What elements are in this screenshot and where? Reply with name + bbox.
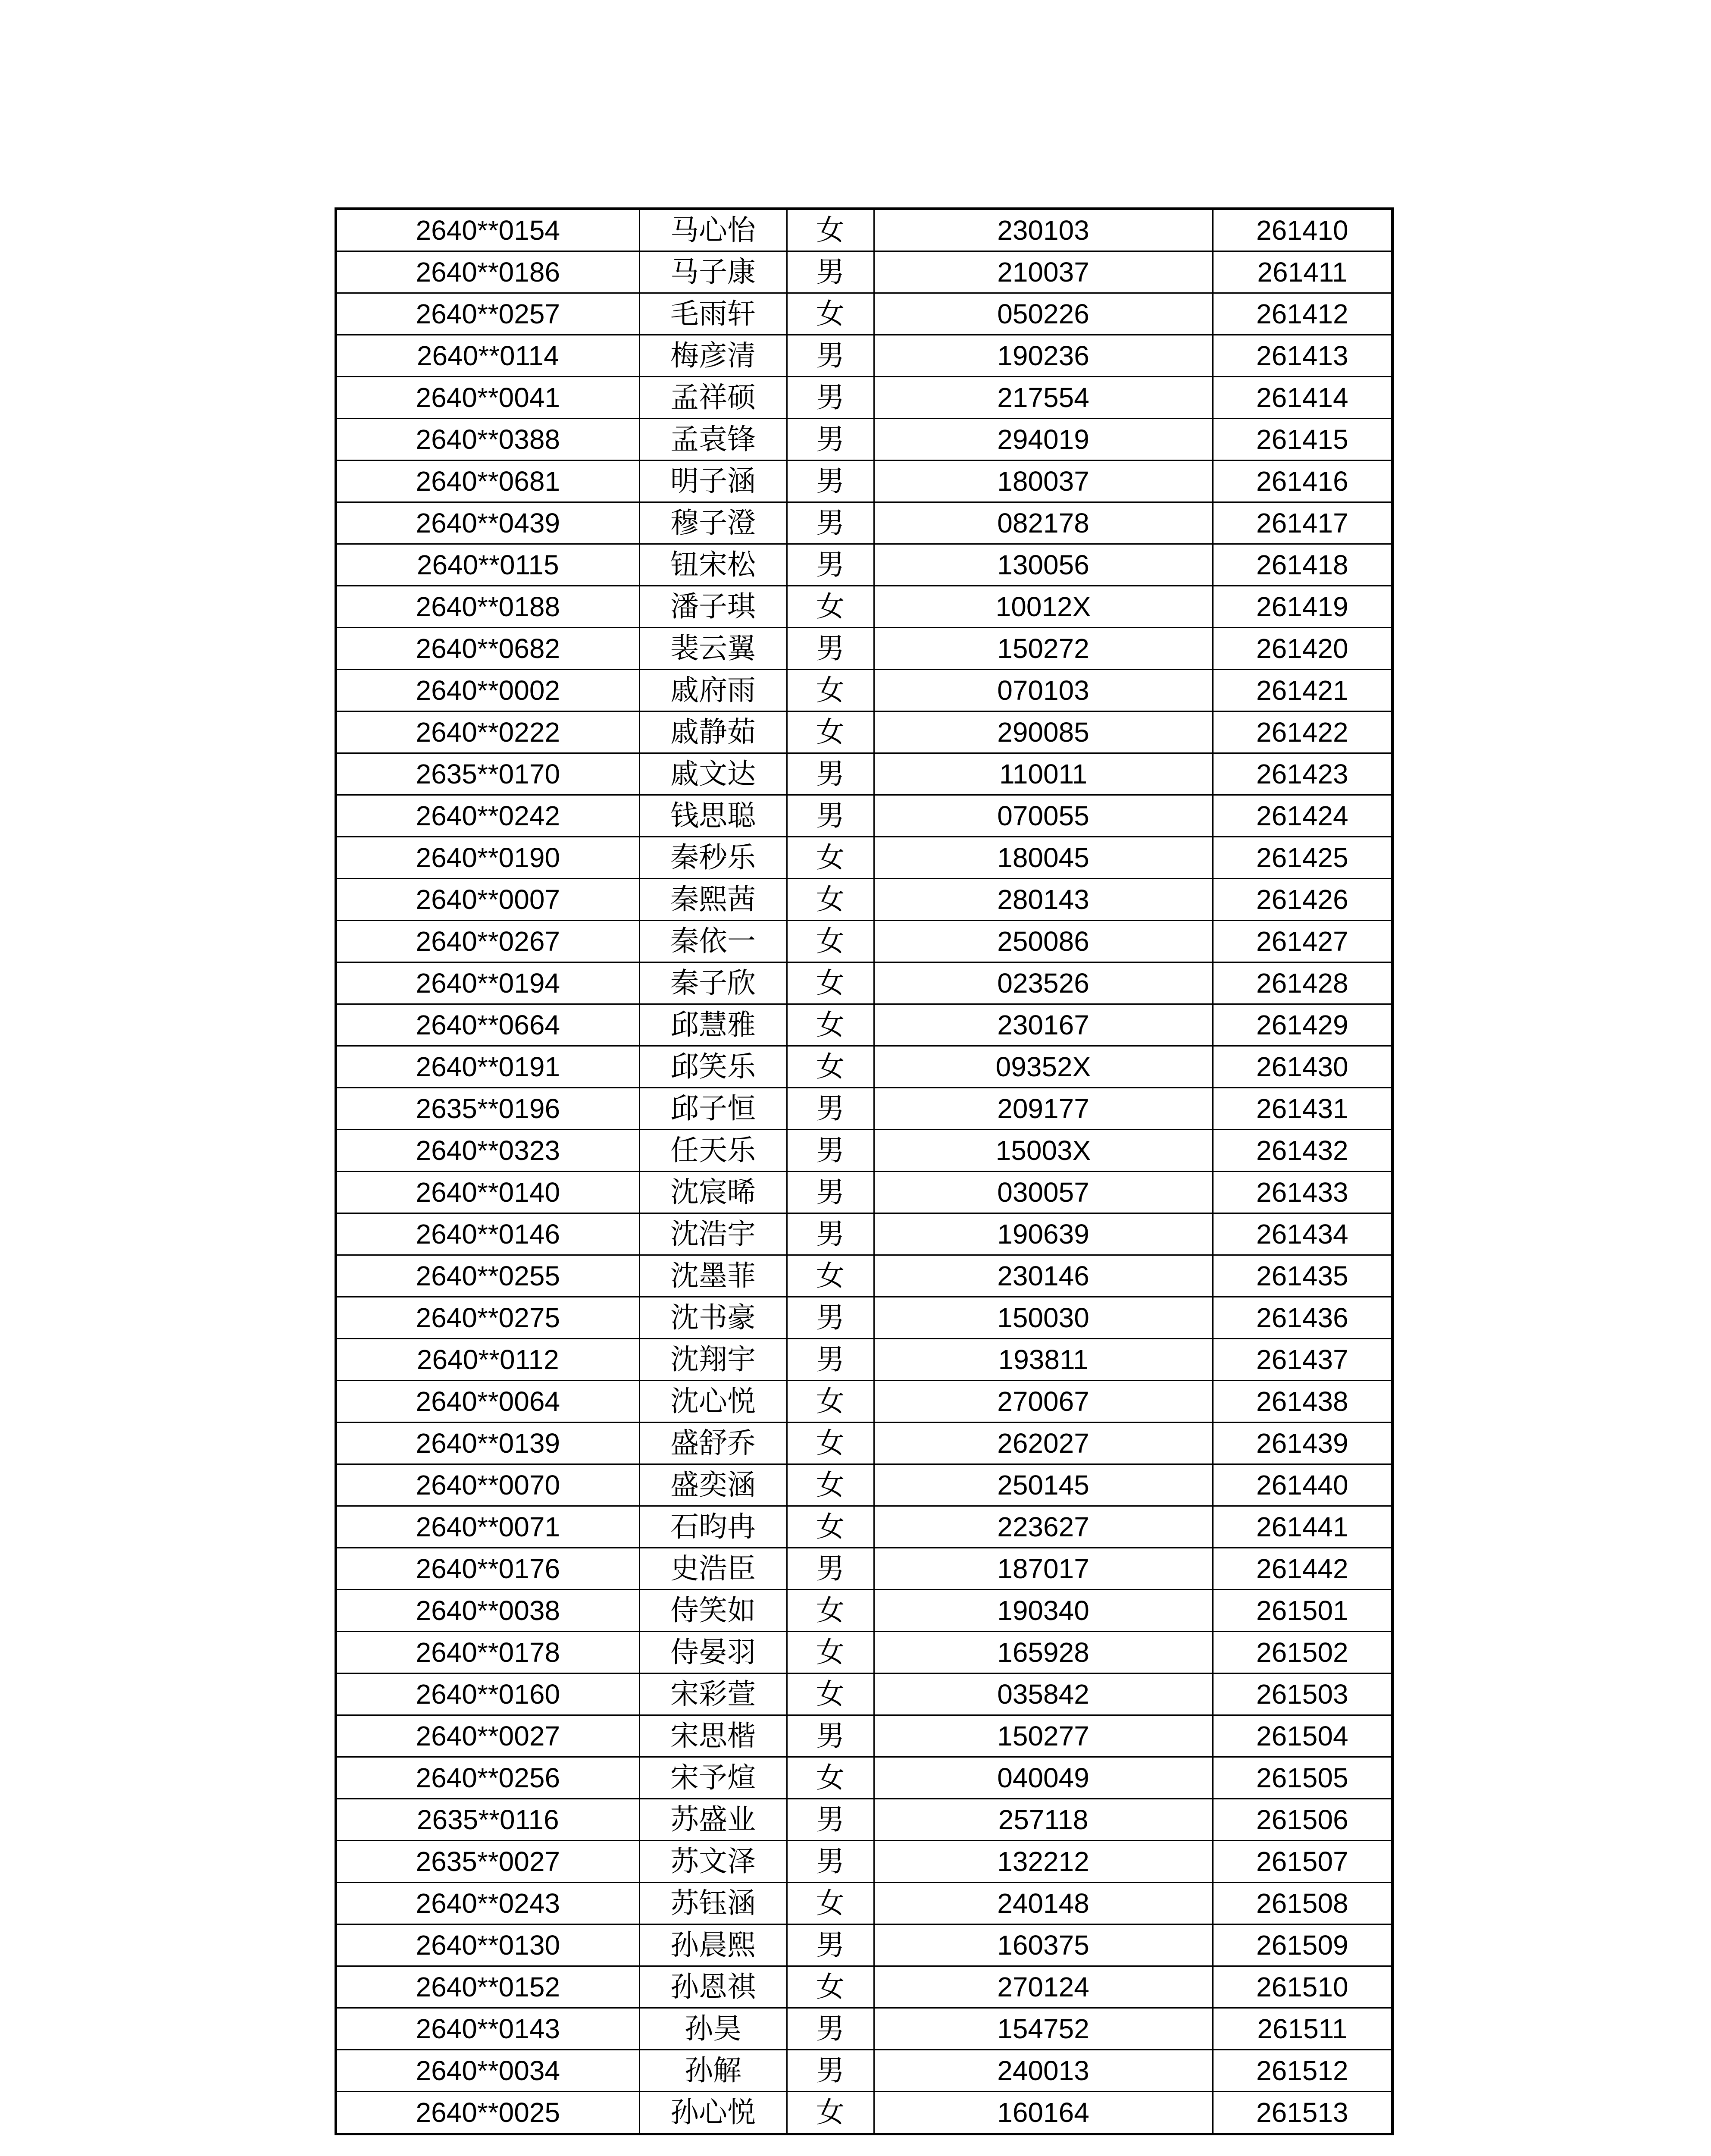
id-suffix-cell: 250145 <box>874 1464 1213 1506</box>
exam-id-cell: 2640**0243 <box>336 1883 639 1924</box>
table-row <box>336 1632 1392 1673</box>
exam-id-cell: 2640**0071 <box>336 1506 639 1548</box>
table-row <box>336 1673 1392 1715</box>
id-suffix-cell: 193811 <box>874 1339 1213 1381</box>
student-name-cell: 孙解 <box>639 2050 787 2092</box>
seat-number-cell: 261434 <box>1213 1213 1392 1255</box>
seat-number-cell: 261426 <box>1213 879 1392 921</box>
table-row <box>336 628 1392 670</box>
table-row <box>336 1506 1392 1548</box>
exam-id-cell: 2640**0194 <box>336 962 639 1004</box>
gender-cell: 女 <box>787 1966 874 2008</box>
gender-cell: 男 <box>787 1172 874 1213</box>
seat-number-cell: 261437 <box>1213 1339 1392 1381</box>
exam-id-cell: 2640**0152 <box>336 1966 639 2008</box>
exam-id-cell: 2640**0190 <box>336 837 639 879</box>
gender-cell: 女 <box>787 1757 874 1799</box>
gender-cell: 男 <box>787 335 874 377</box>
gender-cell: 男 <box>787 1799 874 1841</box>
student-name-cell: 梅彦清 <box>639 335 787 377</box>
student-name-cell: 戚静茹 <box>639 711 787 753</box>
gender-cell: 女 <box>787 586 874 628</box>
gender-cell: 女 <box>787 1590 874 1632</box>
gender-cell: 女 <box>787 837 874 879</box>
exam-id-cell: 2640**0160 <box>336 1673 639 1715</box>
table-row <box>336 335 1392 377</box>
student-name-cell: 马子康 <box>639 251 787 293</box>
id-suffix-cell: 050226 <box>874 293 1213 335</box>
seat-number-cell: 261511 <box>1213 2008 1392 2050</box>
gender-cell: 女 <box>787 962 874 1004</box>
table-row <box>336 1088 1392 1130</box>
table-row <box>336 1883 1392 1924</box>
exam-id-cell: 2635**0116 <box>336 1799 639 1841</box>
student-name-cell: 邱慧雅 <box>639 1004 787 1046</box>
seat-number-cell: 261429 <box>1213 1004 1392 1046</box>
gender-cell: 女 <box>787 1883 874 1924</box>
exam-id-cell: 2640**0255 <box>336 1255 639 1297</box>
exam-id-cell: 2640**0038 <box>336 1590 639 1632</box>
seat-number-cell: 261439 <box>1213 1423 1392 1464</box>
student-name-cell: 盛奕涵 <box>639 1464 787 1506</box>
table-row <box>336 251 1392 293</box>
exam-id-cell: 2640**0140 <box>336 1172 639 1213</box>
student-name-cell: 苏盛业 <box>639 1799 787 1841</box>
id-suffix-cell: 190340 <box>874 1590 1213 1632</box>
table-row <box>336 1339 1392 1381</box>
exam-id-cell: 2640**0112 <box>336 1339 639 1381</box>
id-suffix-cell: 110011 <box>874 753 1213 795</box>
seat-number-cell: 261435 <box>1213 1255 1392 1297</box>
student-name-cell: 孟袁锋 <box>639 419 787 461</box>
table-row <box>336 1799 1392 1841</box>
exam-id-cell: 2640**0143 <box>336 2008 639 2050</box>
student-name-cell: 宋彩萱 <box>639 1673 787 1715</box>
exam-id-cell: 2640**0191 <box>336 1046 639 1088</box>
exam-id-cell: 2640**0242 <box>336 795 639 837</box>
table-row <box>336 419 1392 461</box>
table-row <box>336 1924 1392 1966</box>
exam-id-cell: 2640**0034 <box>336 2050 639 2092</box>
id-suffix-cell: 070055 <box>874 795 1213 837</box>
seat-number-cell: 261501 <box>1213 1590 1392 1632</box>
id-suffix-cell: 040049 <box>874 1757 1213 1799</box>
id-suffix-cell: 294019 <box>874 419 1213 461</box>
id-suffix-cell: 180037 <box>874 461 1213 502</box>
seat-number-cell: 261432 <box>1213 1130 1392 1172</box>
gender-cell: 女 <box>787 209 874 251</box>
gender-cell: 男 <box>787 461 874 502</box>
exam-id-cell: 2640**0146 <box>336 1213 639 1255</box>
id-suffix-cell: 023526 <box>874 962 1213 1004</box>
student-name-cell: 孙心悦 <box>639 2092 787 2134</box>
student-name-cell: 穆子澄 <box>639 502 787 544</box>
student-name-cell: 毛雨轩 <box>639 293 787 335</box>
table-row <box>336 1046 1392 1088</box>
seat-number-cell: 261508 <box>1213 1883 1392 1924</box>
seat-number-cell: 261512 <box>1213 2050 1392 2092</box>
id-suffix-cell: 15003X <box>874 1130 1213 1172</box>
student-name-cell: 沈宸晞 <box>639 1172 787 1213</box>
gender-cell: 男 <box>787 2008 874 2050</box>
table-row <box>336 377 1392 419</box>
student-name-cell: 孙恩祺 <box>639 1966 787 2008</box>
id-suffix-cell: 160375 <box>874 1924 1213 1966</box>
id-suffix-cell: 165928 <box>874 1632 1213 1673</box>
exam-id-cell: 2640**0323 <box>336 1130 639 1172</box>
seat-number-cell: 261430 <box>1213 1046 1392 1088</box>
student-name-cell: 苏文泽 <box>639 1841 787 1883</box>
id-suffix-cell: 262027 <box>874 1423 1213 1464</box>
seat-number-cell: 261436 <box>1213 1297 1392 1339</box>
gender-cell: 女 <box>787 670 874 711</box>
student-name-cell: 潘子琪 <box>639 586 787 628</box>
gender-cell: 男 <box>787 1088 874 1130</box>
table-row <box>336 2008 1392 2050</box>
id-suffix-cell: 240013 <box>874 2050 1213 2092</box>
student-name-cell: 沈浩宇 <box>639 1213 787 1255</box>
student-name-cell: 孙昊 <box>639 2008 787 2050</box>
student-name-cell: 石昀冉 <box>639 1506 787 1548</box>
student-name-cell: 沈书豪 <box>639 1297 787 1339</box>
table-row <box>336 586 1392 628</box>
seat-number-cell: 261510 <box>1213 1966 1392 2008</box>
id-suffix-cell: 230146 <box>874 1255 1213 1297</box>
exam-id-cell: 2640**0188 <box>336 586 639 628</box>
seat-number-cell: 261513 <box>1213 2092 1392 2134</box>
gender-cell: 女 <box>787 293 874 335</box>
seat-number-cell: 261441 <box>1213 1506 1392 1548</box>
seat-number-cell: 261411 <box>1213 251 1392 293</box>
gender-cell: 男 <box>787 1841 874 1883</box>
gender-cell: 男 <box>787 1213 874 1255</box>
id-suffix-cell: 250086 <box>874 921 1213 962</box>
student-name-cell: 孟祥硕 <box>639 377 787 419</box>
seat-number-cell: 261502 <box>1213 1632 1392 1673</box>
table-row <box>336 209 1392 251</box>
student-name-cell: 秦熙茜 <box>639 879 787 921</box>
gender-cell: 女 <box>787 1423 874 1464</box>
gender-cell: 女 <box>787 1381 874 1423</box>
gender-cell: 女 <box>787 2092 874 2134</box>
exam-id-cell: 2640**0176 <box>336 1548 639 1590</box>
table-row <box>336 1004 1392 1046</box>
id-suffix-cell: 257118 <box>874 1799 1213 1841</box>
student-name-cell: 马心怡 <box>639 209 787 251</box>
exam-id-cell: 2640**0256 <box>336 1757 639 1799</box>
exam-id-cell: 2635**0196 <box>336 1088 639 1130</box>
gender-cell: 女 <box>787 1004 874 1046</box>
student-name-cell: 钱思聪 <box>639 795 787 837</box>
table-row <box>336 1213 1392 1255</box>
exam-id-cell: 2640**0267 <box>336 921 639 962</box>
table-row <box>336 1423 1392 1464</box>
exam-id-cell: 2640**0154 <box>336 209 639 251</box>
student-name-cell: 侍晏羽 <box>639 1632 787 1673</box>
exam-id-cell: 2640**0681 <box>336 461 639 502</box>
table-row <box>336 2050 1392 2092</box>
table-row <box>336 1130 1392 1172</box>
gender-cell: 男 <box>787 1130 874 1172</box>
id-suffix-cell: 270067 <box>874 1381 1213 1423</box>
seat-number-cell: 261507 <box>1213 1841 1392 1883</box>
table-row <box>336 921 1392 962</box>
seat-number-cell: 261421 <box>1213 670 1392 711</box>
gender-cell: 男 <box>787 502 874 544</box>
student-name-cell: 盛舒乔 <box>639 1423 787 1464</box>
student-name-cell: 秦秒乐 <box>639 837 787 879</box>
gender-cell: 女 <box>787 1255 874 1297</box>
roster-table-body <box>336 209 1392 2134</box>
table-row <box>336 1715 1392 1757</box>
id-suffix-cell: 210037 <box>874 251 1213 293</box>
gender-cell: 男 <box>787 1924 874 1966</box>
id-suffix-cell: 082178 <box>874 502 1213 544</box>
table-row <box>336 461 1392 502</box>
student-name-cell: 戚文达 <box>639 753 787 795</box>
table-row <box>336 1172 1392 1213</box>
seat-number-cell: 261420 <box>1213 628 1392 670</box>
table-row <box>336 1590 1392 1632</box>
exam-id-cell: 2640**0114 <box>336 335 639 377</box>
student-name-cell: 沈翔宇 <box>639 1339 787 1381</box>
exam-id-cell: 2640**0222 <box>336 711 639 753</box>
gender-cell: 男 <box>787 1548 874 1590</box>
student-name-cell: 秦依一 <box>639 921 787 962</box>
exam-id-cell: 2640**0002 <box>336 670 639 711</box>
seat-number-cell: 261418 <box>1213 544 1392 586</box>
id-suffix-cell: 150272 <box>874 628 1213 670</box>
seat-number-cell: 261440 <box>1213 1464 1392 1506</box>
table-row <box>336 837 1392 879</box>
gender-cell: 男 <box>787 753 874 795</box>
table-row <box>336 795 1392 837</box>
table-row <box>336 711 1392 753</box>
seat-number-cell: 261504 <box>1213 1715 1392 1757</box>
id-suffix-cell: 070103 <box>874 670 1213 711</box>
gender-cell: 男 <box>787 251 874 293</box>
exam-id-cell: 2640**0439 <box>336 502 639 544</box>
exam-id-cell: 2635**0170 <box>336 753 639 795</box>
id-suffix-cell: 290085 <box>874 711 1213 753</box>
seat-number-cell: 261414 <box>1213 377 1392 419</box>
id-suffix-cell: 209177 <box>874 1088 1213 1130</box>
id-suffix-cell: 180045 <box>874 837 1213 879</box>
seat-number-cell: 261410 <box>1213 209 1392 251</box>
gender-cell: 男 <box>787 544 874 586</box>
id-suffix-cell: 150030 <box>874 1297 1213 1339</box>
seat-number-cell: 261433 <box>1213 1172 1392 1213</box>
table-row <box>336 1297 1392 1339</box>
exam-id-cell: 2640**0007 <box>336 879 639 921</box>
student-name-cell: 宋思楷 <box>639 1715 787 1757</box>
table-row <box>336 962 1392 1004</box>
seat-number-cell: 261416 <box>1213 461 1392 502</box>
gender-cell: 男 <box>787 628 874 670</box>
id-suffix-cell: 187017 <box>874 1548 1213 1590</box>
gender-cell: 男 <box>787 1297 874 1339</box>
table-row <box>336 1548 1392 1590</box>
seat-number-cell: 261423 <box>1213 753 1392 795</box>
id-suffix-cell: 190236 <box>874 335 1213 377</box>
seat-number-cell: 261417 <box>1213 502 1392 544</box>
exam-id-cell: 2640**0682 <box>336 628 639 670</box>
id-suffix-cell: 09352X <box>874 1046 1213 1088</box>
gender-cell: 男 <box>787 1715 874 1757</box>
table-row <box>336 1757 1392 1799</box>
id-suffix-cell: 240148 <box>874 1883 1213 1924</box>
exam-id-cell: 2640**0064 <box>336 1381 639 1423</box>
seat-number-cell: 261505 <box>1213 1757 1392 1799</box>
exam-id-cell: 2640**0115 <box>336 544 639 586</box>
id-suffix-cell: 217554 <box>874 377 1213 419</box>
student-name-cell: 邱笑乐 <box>639 1046 787 1088</box>
exam-id-cell: 2640**0041 <box>336 377 639 419</box>
seat-number-cell: 261413 <box>1213 335 1392 377</box>
table-row <box>336 1464 1392 1506</box>
table-row <box>336 879 1392 921</box>
id-suffix-cell: 270124 <box>874 1966 1213 2008</box>
id-suffix-cell: 10012X <box>874 586 1213 628</box>
exam-id-cell: 2640**0130 <box>336 1924 639 1966</box>
table-row <box>336 544 1392 586</box>
student-name-cell: 明子涵 <box>639 461 787 502</box>
id-suffix-cell: 154752 <box>874 2008 1213 2050</box>
exam-id-cell: 2635**0027 <box>336 1841 639 1883</box>
id-suffix-cell: 030057 <box>874 1172 1213 1213</box>
id-suffix-cell: 230167 <box>874 1004 1213 1046</box>
seat-number-cell: 261419 <box>1213 586 1392 628</box>
gender-cell: 男 <box>787 1339 874 1381</box>
id-suffix-cell: 230103 <box>874 209 1213 251</box>
student-name-cell: 侍笑如 <box>639 1590 787 1632</box>
gender-cell: 女 <box>787 1464 874 1506</box>
table-row <box>336 1841 1392 1883</box>
gender-cell: 男 <box>787 419 874 461</box>
exam-id-cell: 2640**0388 <box>336 419 639 461</box>
id-suffix-cell: 035842 <box>874 1673 1213 1715</box>
seat-number-cell: 261424 <box>1213 795 1392 837</box>
seat-number-cell: 261415 <box>1213 419 1392 461</box>
student-name-cell: 裴云翼 <box>639 628 787 670</box>
student-name-cell: 邱子恒 <box>639 1088 787 1130</box>
gender-cell: 女 <box>787 921 874 962</box>
id-suffix-cell: 150277 <box>874 1715 1213 1757</box>
roster-table <box>335 207 1394 2135</box>
seat-number-cell: 261425 <box>1213 837 1392 879</box>
table-row <box>336 1381 1392 1423</box>
seat-number-cell: 261442 <box>1213 1548 1392 1590</box>
gender-cell: 男 <box>787 2050 874 2092</box>
table-row <box>336 753 1392 795</box>
student-name-cell: 秦子欣 <box>639 962 787 1004</box>
student-name-cell: 钮宋松 <box>639 544 787 586</box>
gender-cell: 男 <box>787 795 874 837</box>
gender-cell: 女 <box>787 879 874 921</box>
student-name-cell: 史浩臣 <box>639 1548 787 1590</box>
exam-id-cell: 2640**0027 <box>336 1715 639 1757</box>
seat-number-cell: 261428 <box>1213 962 1392 1004</box>
exam-id-cell: 2640**0257 <box>336 293 639 335</box>
student-name-cell: 沈心悦 <box>639 1381 787 1423</box>
exam-id-cell: 2640**0025 <box>336 2092 639 2134</box>
exam-id-cell: 2640**0275 <box>336 1297 639 1339</box>
gender-cell: 男 <box>787 377 874 419</box>
student-name-cell: 任天乐 <box>639 1130 787 1172</box>
table-row <box>336 1966 1392 2008</box>
exam-id-cell: 2640**0178 <box>336 1632 639 1673</box>
id-suffix-cell: 132212 <box>874 1841 1213 1883</box>
seat-number-cell: 261509 <box>1213 1924 1392 1966</box>
seat-number-cell: 261412 <box>1213 293 1392 335</box>
table-row <box>336 2092 1392 2134</box>
gender-cell: 女 <box>787 1506 874 1548</box>
table-row <box>336 293 1392 335</box>
gender-cell: 女 <box>787 1632 874 1673</box>
seat-number-cell: 261506 <box>1213 1799 1392 1841</box>
student-name-cell: 孙晨熙 <box>639 1924 787 1966</box>
id-suffix-cell: 280143 <box>874 879 1213 921</box>
exam-id-cell: 2640**0186 <box>336 251 639 293</box>
id-suffix-cell: 160164 <box>874 2092 1213 2134</box>
id-suffix-cell: 130056 <box>874 544 1213 586</box>
table-row <box>336 670 1392 711</box>
exam-id-cell: 2640**0070 <box>336 1464 639 1506</box>
seat-number-cell: 261422 <box>1213 711 1392 753</box>
seat-number-cell: 261503 <box>1213 1673 1392 1715</box>
seat-number-cell: 261438 <box>1213 1381 1392 1423</box>
id-suffix-cell: 223627 <box>874 1506 1213 1548</box>
gender-cell: 女 <box>787 1673 874 1715</box>
exam-id-cell: 2640**0139 <box>336 1423 639 1464</box>
exam-id-cell: 2640**0664 <box>336 1004 639 1046</box>
seat-number-cell: 261427 <box>1213 921 1392 962</box>
seat-number-cell: 261431 <box>1213 1088 1392 1130</box>
student-name-cell: 戚府雨 <box>639 670 787 711</box>
id-suffix-cell: 190639 <box>874 1213 1213 1255</box>
student-name-cell: 宋予煊 <box>639 1757 787 1799</box>
student-name-cell: 苏钰涵 <box>639 1883 787 1924</box>
table-row <box>336 1255 1392 1297</box>
student-name-cell: 沈墨菲 <box>639 1255 787 1297</box>
gender-cell: 女 <box>787 711 874 753</box>
gender-cell: 女 <box>787 1046 874 1088</box>
table-row <box>336 502 1392 544</box>
